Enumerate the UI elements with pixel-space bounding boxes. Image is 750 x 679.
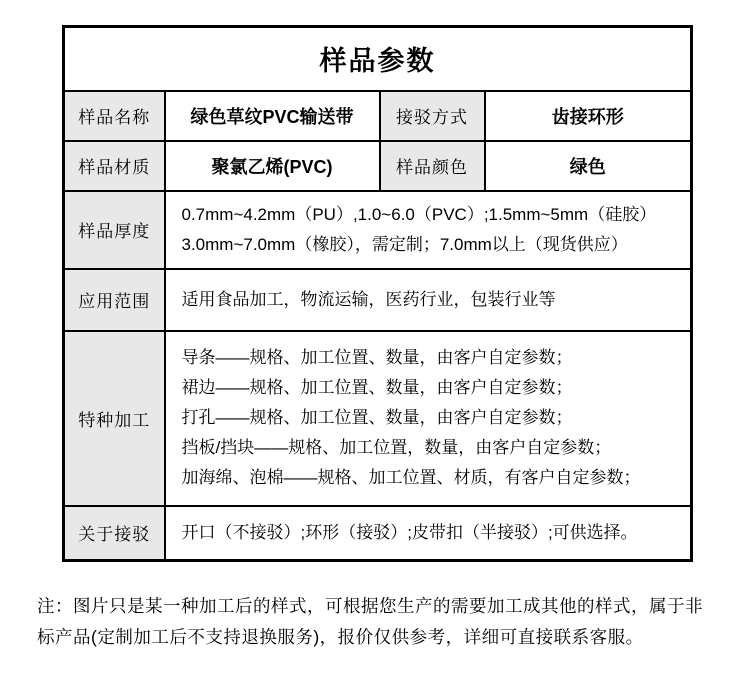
application-line-1: 适用食品加工，物流运输，医药行业，包装行业等: [181, 289, 556, 309]
row-sample-name-joint: [64, 91, 692, 141]
title-row: [64, 27, 692, 91]
row-about-joining: [64, 506, 692, 561]
label-joint-method: 接驳方式: [380, 91, 485, 141]
value-sample-name: 绿色草纹PVC输送带: [165, 91, 380, 141]
value-sample-material: 聚氯乙烯(PVC): [165, 141, 380, 191]
label-about-joining: 关于接驳: [64, 506, 165, 561]
special-line-3: 打孔——规格、加工位置、数量，由客户自定参数；: [181, 408, 573, 427]
value-about-joining: [165, 506, 692, 561]
special-line-2: 裙边——规格、加工位置、数量，由客户自定参数；: [181, 378, 573, 397]
label-sample-name: 样品名称: [64, 91, 165, 141]
thickness-line-2: 3.0mm~7.0mm（橡胶），需定制；7.0mm以上（现货供应）: [181, 234, 628, 254]
label-sample-color: 样品颜色: [380, 141, 485, 191]
special-line-5: 加海绵、泡棉——规格、加工位置、材质，有客户自定参数；: [181, 468, 641, 487]
value-sample-color: 绿色: [485, 141, 692, 191]
label-special-processing: 特种加工: [64, 331, 165, 506]
label-sample-material: 样品材质: [64, 141, 165, 191]
value-application-range: [165, 269, 692, 331]
label-sample-thickness: 样品厚度: [64, 191, 165, 269]
row-special-processing: [64, 331, 692, 506]
value-joint-method: 齿接环形: [485, 91, 692, 141]
thickness-line-1: 0.7mm~4.2mm（PU）,1.0~6.0（PVC）;1.5mm~5mm（硅胶）: [181, 204, 657, 224]
table-title: 样品参数: [64, 27, 692, 91]
row-material-color: [64, 141, 692, 191]
value-special-processing: [165, 331, 692, 506]
sample-parameters-table: [62, 25, 693, 562]
footer-note: 注：图片只是某一种加工后的样式，可根据您生产的需要加工成其他的样式，属于非标产品(定制加工后不支持退换服务)，报价仅供参考，详细可直接联系客服。: [37, 596, 703, 647]
row-sample-thickness: [64, 191, 692, 269]
row-application-range: [64, 269, 692, 331]
joining-line-1: 开口（不接驳）;环形（接驳）;皮带扣（半接驳）;可供选择。: [181, 522, 638, 542]
label-application-range: 应用范围: [64, 269, 165, 331]
value-sample-thickness: [165, 191, 692, 269]
special-line-1: 导条——规格、加工位置、数量，由客户自定参数；: [181, 348, 573, 367]
special-line-4: 挡板/挡块——规格、加工位置，数量，由客户自定参数；: [181, 438, 612, 457]
